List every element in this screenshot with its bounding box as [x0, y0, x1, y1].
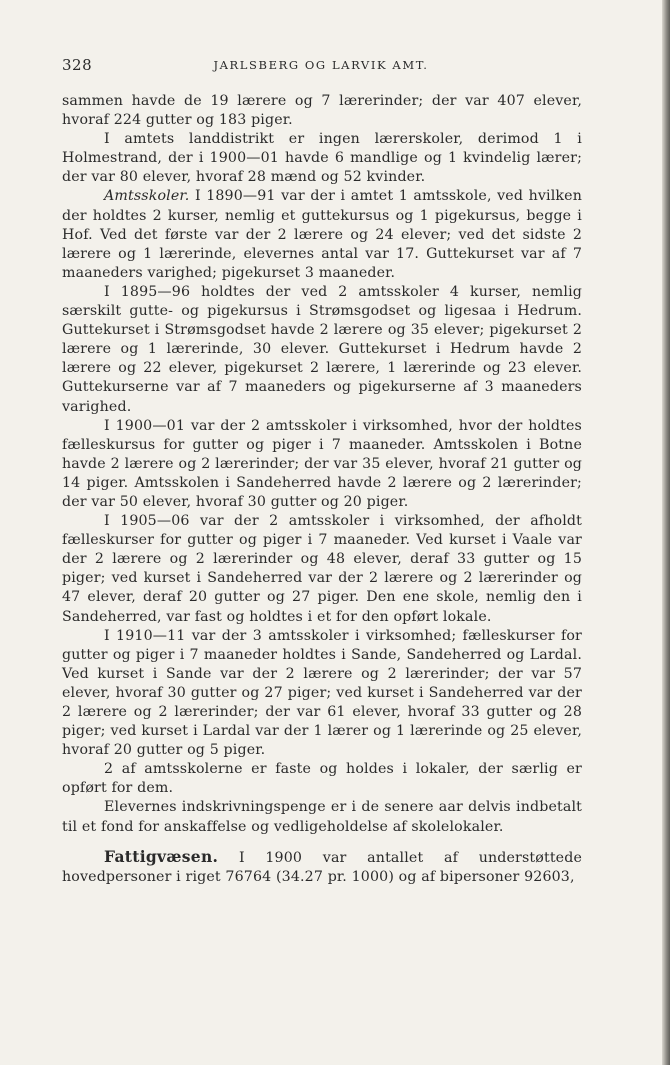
paragraph-text: 1895—96 holdtes der ved 2 amtsskoler 4 kurser, nemlig særskilt gutte- og pigekursus i Strømsgodset og ligesaa i Hedrum. Guttekurset i Strømsgodset havde 2 lærere og 35 elever; pigekurset 2 lærere og 1 lærerinde, 30 elever. Guttekurset i Hedrum havde 2 lærere og 22 elever, pigekurset 2 lærere, 1 lærerinde og 23 elever. Guttekurserne var af 7 maaneders og pigekurserne af 3 maaneders varighed.: [62, 283, 582, 415]
paragraph: 2 af amtsskolerne er faste og holdes i lokaler, der særlig er opført for dem.: [62, 761, 582, 797]
paragraph: Elevernes indskrivningspenge er i de senere aar delvis indbetalt til et fond for anskaffelse og vedligeholdelse af skolelokaler.: [62, 799, 582, 835]
paragraph: I 1905—06 var der 2 amtsskoler i virksomhed, der afholdt fælleskurser for gutter og piger i 7 maaneder. Ved kurset i Vaale var der 2 lærere og 2 lærerinder og 48 elever, deraf 33 gutter og 15 piger; ved kurset i Sandeherred var der 2 lærere og 2 lærerinder og 47 elever, deraf 20 gutter og 27 piger. Den ene skole, nemlig den i Sandeherred, var fast og holdtes i et for den opført lokale.: [62, 513, 582, 625]
fattigvaesen-paragraph: [62, 847, 582, 887]
paragraph: I 1910—11 var der 3 amtsskoler i virksomhed; fælleskurser for gutter og piger i 7 maaneder holdtes i Sande, Sandeherred og Lardal. Ved kurset i Sande var der 2 lærere og 2 lærerinder; der var 57 elever, hvoraf 30 gutter og 27 piger; ved kurset i Sandeherred var der 2 lærere og 2 lærerinder; der var 61 elever, hvoraf 33 gutter og 28 piger; ved kurset i Lardal var der 1 lærer og 1 lærerinde og 25 elever, hvoraf 20 gutter og 5 piger.: [62, 627, 582, 759]
fattigvaesen-heading: Fattigvæsen.: [104, 846, 219, 866]
amtsskoler-paragraph: [62, 187, 582, 282]
paragraph: I 1895—96 holdtes der ved 2 amtsskoler 4 kurser, nemlig særskilt gutte- og pigekursus i Strømsgodset og ligesaa i Hedrum. Guttekurset i Strømsgodset havde 2 lærere og 35 elever; pigekurset 2 lærere og 1 lærerinde, 30 elever. Guttekurset i Hedrum havde 2 lærere og 22 elever, pigekurset 2 lærere, 1 lærerinde og 23 elever. Guttekurserne var af 7 maaneders og pigekurserne af 3 maaneders varighed.: [62, 283, 582, 415]
page-number: 328: [62, 56, 93, 74]
page-edge: [662, 0, 670, 1065]
running-title: JARLSBERG OG LARVIK AMT.: [213, 58, 429, 72]
page-header: [62, 56, 580, 76]
amtsskoler-heading: Amtsskoler.: [104, 188, 190, 205]
fattigvaesen-text: I 1900 var antallet af understøttede hovedpersoner i riget 76764 (34.27 pr. 1000) og af bipersoner 92603,: [62, 849, 582, 885]
body-text: [62, 92, 582, 887]
paragraph: I 1900—01 var der 2 amtsskoler i virksomhed, hvor der holdtes fælleskursus for gutter og piger i 7 maaneder. Amtsskolen i Botne havde 2 lærere og 2 lærerinder; der var 35 elever, hvoraf 21 gutter og 14 piger. Amtsskolen i Sandeherred havde 2 lærere og 2 lærerinder; der var 50 elever, hvoraf 30 gutter og 20 piger.: [62, 417, 582, 510]
paragraph: sammen havde de 19 lærere og 7 lærerinder; der var 407 elever, hvoraf 224 gutter og 183 piger.: [62, 93, 582, 129]
amtsskoler-text: I 1890—91 var der i amtet 1 amtsskole, ved hvilken der holdtes 2 kurser, nemlig et guttekursus og 1 pigekursus, begge i Hof. Ved det første var der 2 lærere og 24 elever; ved det sidste 2 lærere og 1 lærerinde, elevernes antal var 17. Guttekurset var af 7 maaneders varighed; pigekurset 3 maaneder.: [62, 188, 582, 281]
paragraph: I amtets landdistrikt er ingen lærerskoler, derimod 1 i Holmestrand, der i 1900—01 havde 6 mandlige og 1 kvindelig lærer; der var 80 elever, hvoraf 28 mænd og 52 kvinder.: [62, 131, 582, 186]
